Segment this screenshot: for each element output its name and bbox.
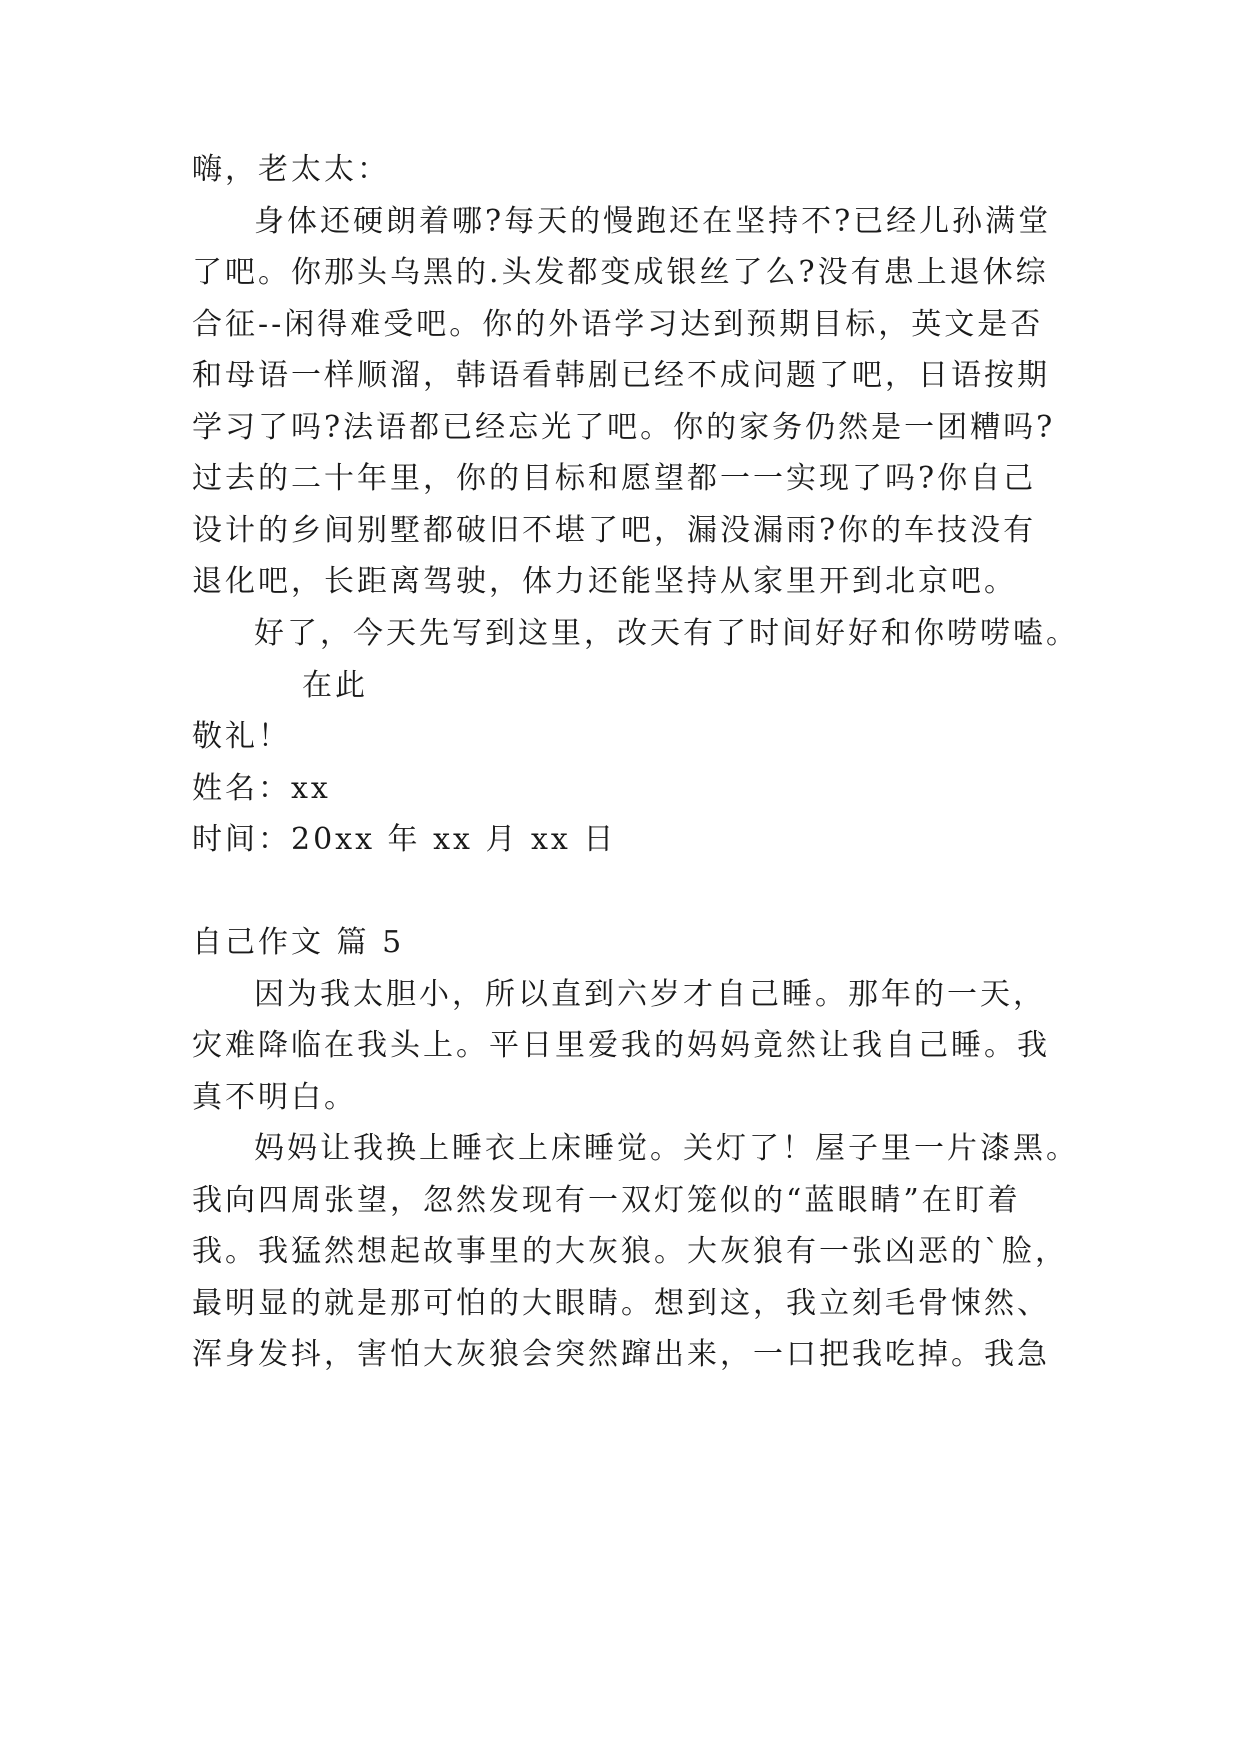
letter-respect: 敬礼！ (192, 719, 291, 754)
letter-body-line: 退化吧，长距离驾驶，体力还能坚持从家里开到北京吧。 (192, 564, 1017, 599)
letter-here: 在此 (302, 668, 368, 703)
letter-time-line: 时间：20xx 年 xx 月 xx 日 (192, 822, 617, 857)
essay-line: 因为我太胆小，所以直到六岁才自己睡。那年的一天， (254, 977, 1046, 1012)
letter-name-line: 姓名：xx (192, 771, 331, 806)
letter-body-line: 学习了吗?法语都已经忘光了吧。你的家务仍然是一团糟吗? (192, 410, 1056, 445)
essay-line: 妈妈让我换上睡衣上床睡觉。关灯了！屋子里一片漆黑。 (254, 1131, 1079, 1166)
essay-heading: 自己作文 篇 5 (192, 925, 405, 960)
essay-line: 最明显的就是那可怕的大眼睛。想到这，我立刻毛骨悚然、 (192, 1286, 1050, 1321)
letter-body-line: 身体还硬朗着哪?每天的慢跑还在坚持不?已经儿孙满堂 (254, 204, 1052, 239)
letter-body-line: 和母语一样顺溜，韩语看韩剧已经不成问题了吧，日语按期 (192, 358, 1050, 393)
essay-line: 真不明白。 (192, 1080, 357, 1115)
letter-closing-paragraph: 好了，今天先写到这里，改天有了时间好好和你唠唠嗑。 (254, 616, 1079, 651)
essay-line: 浑身发抖，害怕大灰狼会突然蹿出来，一口把我吃掉。我急 (192, 1337, 1050, 1372)
letter-salutation: 嗨，老太太： (192, 152, 390, 187)
essay-line: 我向四周张望，忽然发现有一双灯笼似的“蓝眼睛”在盯着 (192, 1183, 1021, 1218)
letter-body-line: 设计的乡间别墅都破旧不堪了吧，漏没漏雨?你的车技没有 (192, 513, 1037, 548)
letter-body-line: 了吧。你那头乌黑的.头发都变成银丝了么?没有患上退休综 (192, 255, 1049, 290)
letter-body-line: 过去的二十年里，你的目标和愿望都一一实现了吗?你自己 (192, 461, 1037, 496)
essay-line: 我。我猛然想起故事里的大灰狼。大灰狼有一张凶恶的`脸， (192, 1234, 1068, 1269)
letter-body-line: 合征--闲得难受吧。你的外语学习达到预期目标，英文是否 (192, 307, 1044, 342)
essay-line: 灾难降临在我头上。平日里爱我的妈妈竟然让我自己睡。我 (192, 1028, 1050, 1063)
